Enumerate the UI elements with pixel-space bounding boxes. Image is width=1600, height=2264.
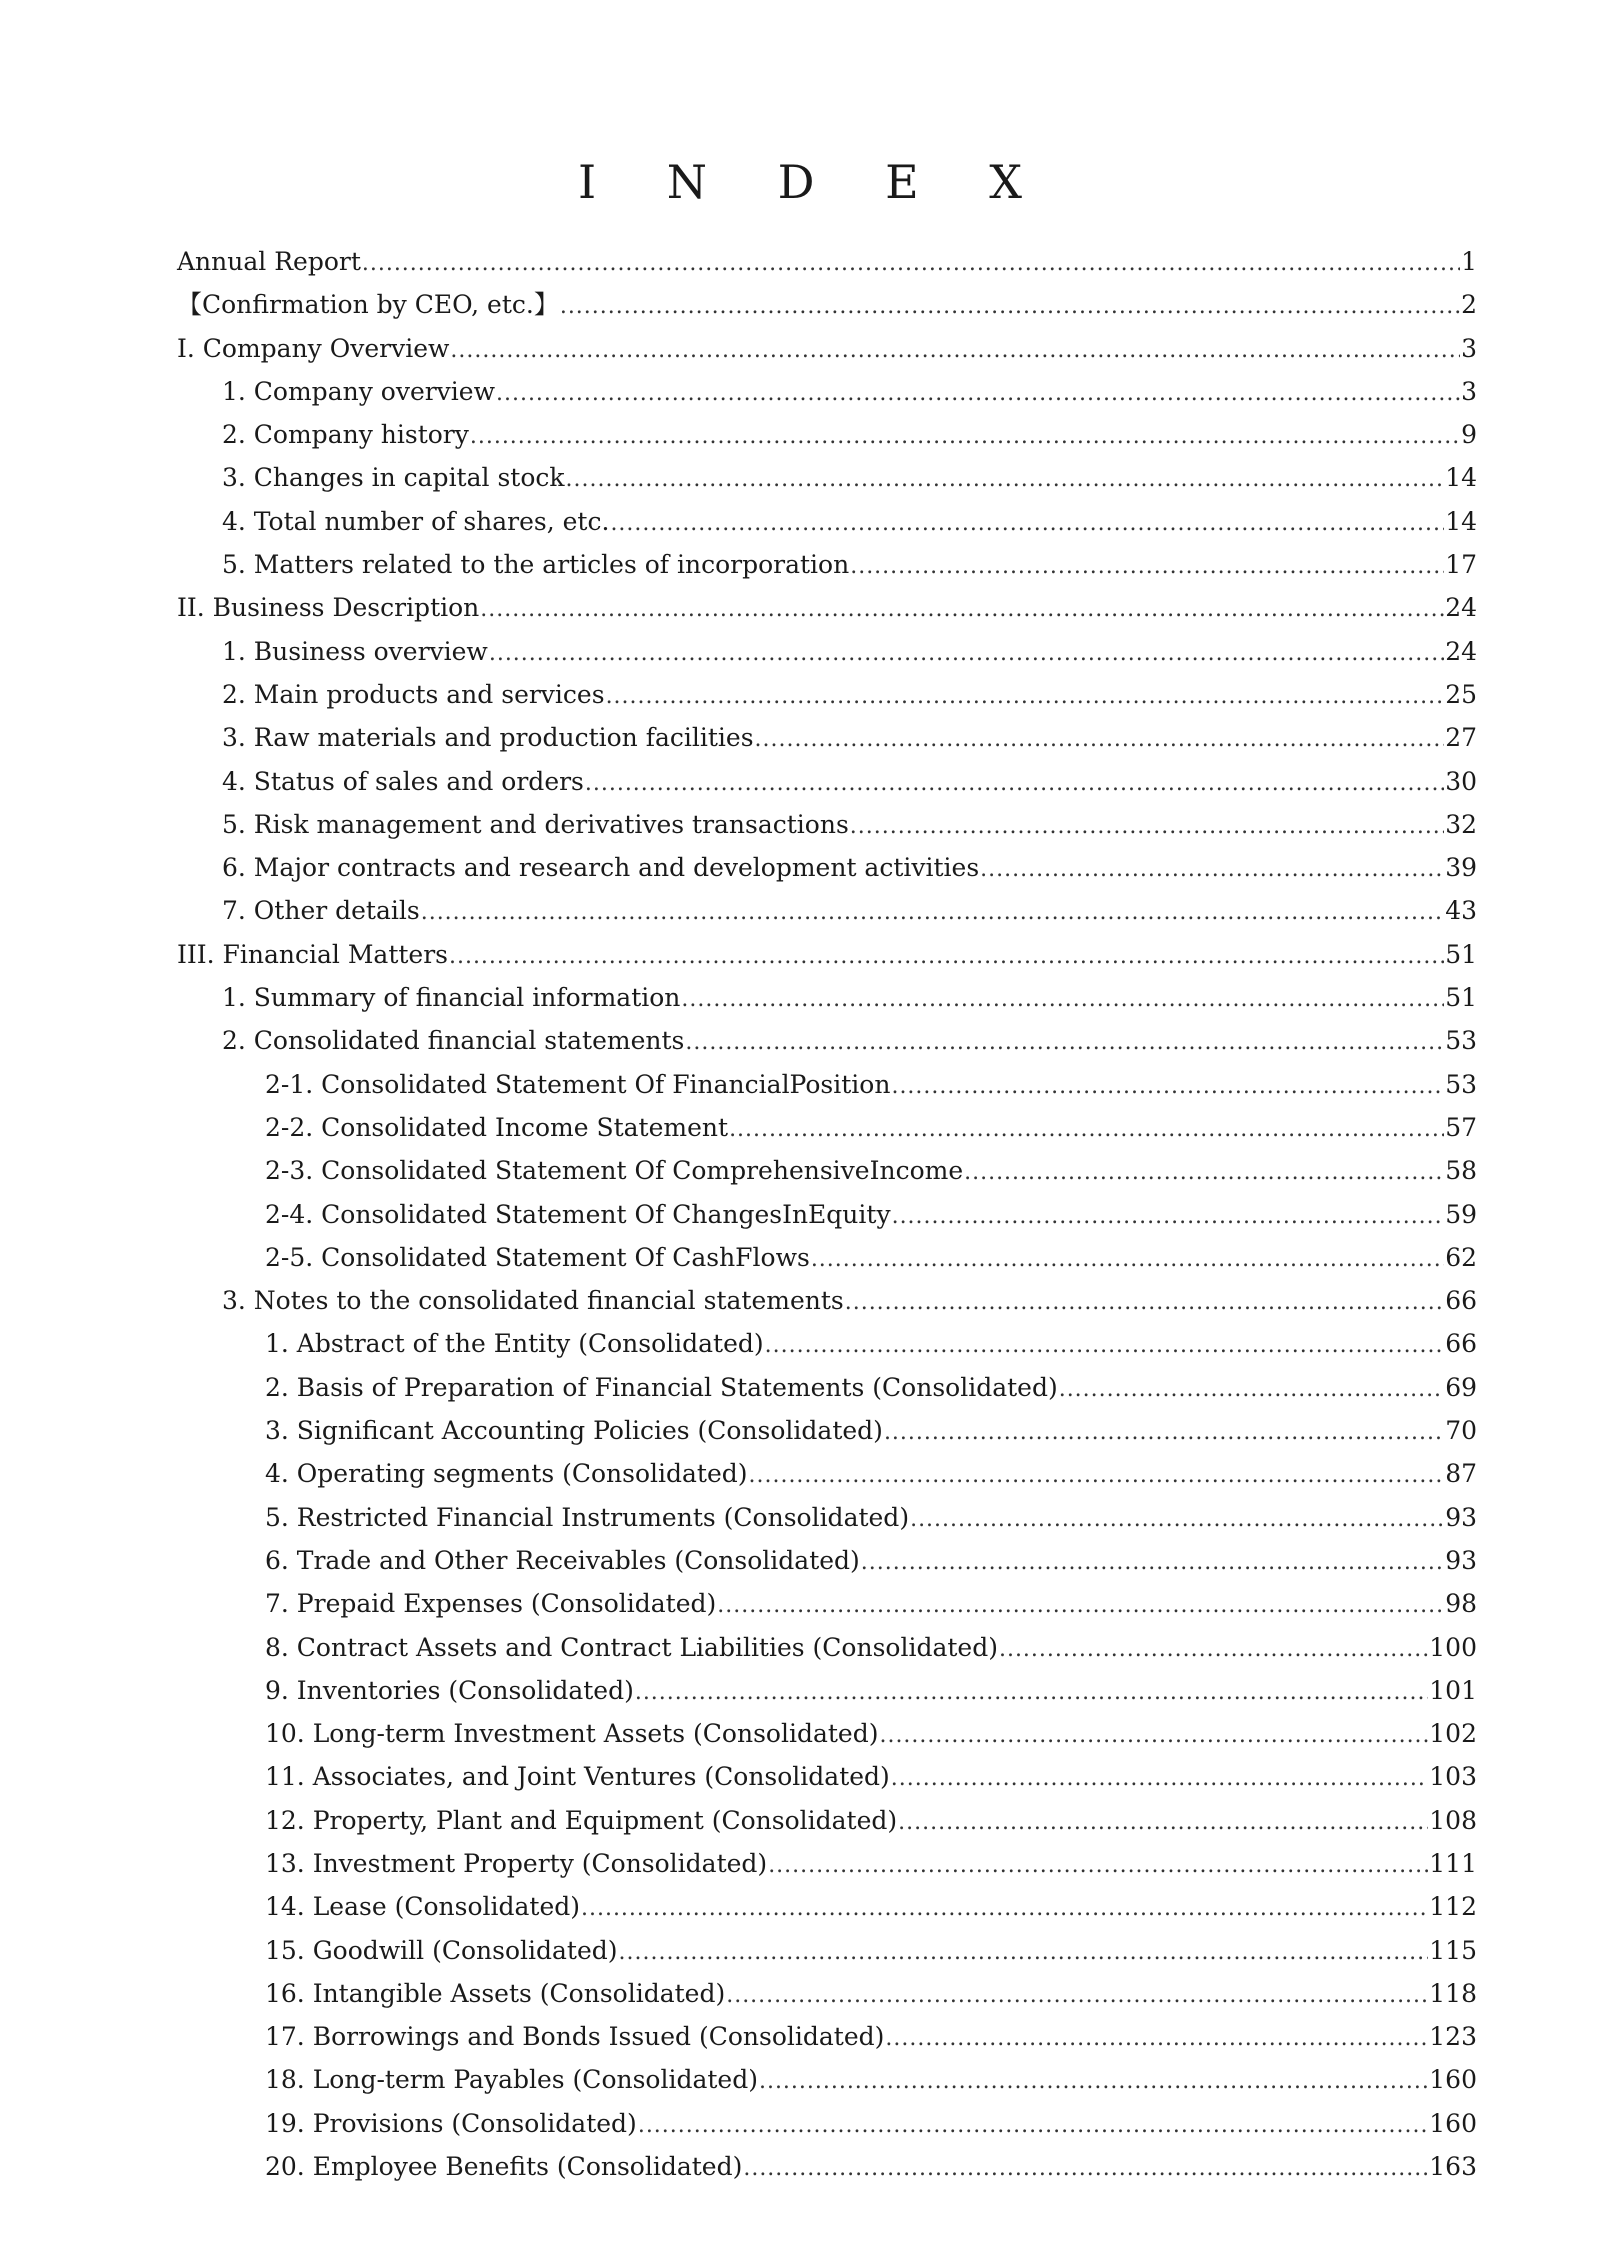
toc-entry[interactable] xyxy=(177,1452,1477,1495)
toc-entry[interactable] xyxy=(177,1019,1477,1062)
dot-leader xyxy=(910,1498,1444,1541)
toc-entry-page-number: 43 xyxy=(1445,896,1477,926)
toc-entry-page-number: 160 xyxy=(1429,2065,1477,2095)
toc-entry-page-number: 51 xyxy=(1445,983,1477,1013)
toc-entry-label: 8. Contract Assets and Contract Liabilities (Consolidated) xyxy=(265,1632,998,1662)
toc-entry[interactable] xyxy=(177,456,1477,499)
toc-entry-page-number: 102 xyxy=(1429,1719,1477,1749)
toc-entry[interactable] xyxy=(177,1712,1477,1755)
toc-entry-label: I. Company Overview xyxy=(177,333,450,363)
dot-leader xyxy=(759,2060,1428,2103)
toc-entry-label: 18. Long-term Payables (Consolidated) xyxy=(265,2065,758,2095)
toc-entry-page-number: 14 xyxy=(1445,463,1477,493)
toc-entry-label: 11. Associates, and Joint Ventures (Consolidated) xyxy=(265,1762,890,1792)
toc-entry-label: 【Confirmation by CEO, etc.】 xyxy=(177,290,559,320)
toc-entry[interactable] xyxy=(177,2145,1477,2188)
toc-entry[interactable] xyxy=(177,1885,1477,1928)
dot-leader xyxy=(999,1628,1428,1671)
toc-entry-page-number: 108 xyxy=(1429,1805,1477,1835)
toc-entry-page-number: 57 xyxy=(1445,1112,1477,1142)
toc-entry-label: 2-1. Consolidated Statement Of FinancialPosition xyxy=(265,1069,891,1099)
dot-leader xyxy=(964,1151,1444,1194)
dot-leader xyxy=(619,1931,1429,1974)
dot-leader xyxy=(879,1714,1428,1757)
toc-entry-page-number: 3 xyxy=(1461,333,1477,363)
dot-leader xyxy=(891,1065,1444,1108)
table-of-contents xyxy=(177,240,1477,2188)
toc-entry[interactable] xyxy=(177,586,1477,629)
toc-entry[interactable] xyxy=(177,933,1477,976)
dot-leader xyxy=(362,242,1460,285)
toc-entry-label: 12. Property, Plant and Equipment (Consolidated) xyxy=(265,1805,898,1835)
toc-entry[interactable] xyxy=(177,1972,1477,2015)
toc-entry-label: 7. Prepaid Expenses (Consolidated) xyxy=(265,1589,717,1619)
toc-entry[interactable] xyxy=(177,1106,1477,1149)
toc-entry-page-number: 66 xyxy=(1445,1329,1477,1359)
toc-entry-page-number: 87 xyxy=(1445,1459,1477,1489)
toc-entry-label: 3. Significant Accounting Policies (Consolidated) xyxy=(265,1416,883,1446)
toc-entry-label: 4. Status of sales and orders xyxy=(222,766,584,796)
toc-entry-page-number: 100 xyxy=(1429,1632,1477,1662)
toc-entry[interactable] xyxy=(177,543,1477,586)
dot-leader xyxy=(861,1541,1444,1584)
toc-entry-label: 14. Lease (Consolidated) xyxy=(265,1892,580,1922)
toc-entry[interactable] xyxy=(177,370,1477,413)
dot-leader xyxy=(729,1108,1444,1151)
toc-entry-label: 1. Abstract of the Entity (Consolidated) xyxy=(265,1329,764,1359)
toc-entry[interactable] xyxy=(177,327,1477,370)
toc-entry-page-number: 112 xyxy=(1429,1892,1477,1922)
toc-entry[interactable] xyxy=(177,2102,1477,2145)
dot-leader xyxy=(717,1584,1444,1627)
toc-entry-page-number: 163 xyxy=(1429,2152,1477,2182)
toc-entry-page-number: 160 xyxy=(1429,2108,1477,2138)
dot-leader xyxy=(885,2017,1428,2060)
toc-entry-label: 1. Business overview xyxy=(222,636,488,666)
dot-leader xyxy=(635,1671,1428,1714)
toc-entry-page-number: 62 xyxy=(1445,1242,1477,1272)
toc-entry-label: 2-2. Consolidated Income Statement xyxy=(265,1112,729,1142)
dot-leader xyxy=(811,1238,1444,1281)
toc-entry-page-number: 53 xyxy=(1445,1069,1477,1099)
toc-entry[interactable] xyxy=(177,1929,1477,1972)
toc-entry-label: 7. Other details xyxy=(222,896,420,926)
toc-entry-label: 9. Inventories (Consolidated) xyxy=(265,1675,634,1705)
toc-entry-label: 2-4. Consolidated Statement Of ChangesInEquity xyxy=(265,1199,891,1229)
toc-entry[interactable] xyxy=(177,1755,1477,1798)
toc-entry[interactable] xyxy=(177,1539,1477,1582)
toc-entry-page-number: 39 xyxy=(1445,853,1477,883)
toc-entry-page-number: 93 xyxy=(1445,1545,1477,1575)
dot-leader xyxy=(891,1757,1428,1800)
toc-entry-page-number: 27 xyxy=(1445,723,1477,753)
toc-entry[interactable] xyxy=(177,413,1477,456)
toc-entry-page-number: 70 xyxy=(1445,1416,1477,1446)
toc-entry[interactable] xyxy=(177,889,1477,932)
toc-entry-page-number: 32 xyxy=(1445,809,1477,839)
toc-entry-page-number: 101 xyxy=(1429,1675,1477,1705)
dot-leader xyxy=(1059,1368,1444,1411)
dot-leader xyxy=(755,718,1445,761)
dot-leader xyxy=(749,1454,1445,1497)
toc-entry[interactable] xyxy=(177,1236,1477,1279)
dot-leader xyxy=(726,1974,1428,2017)
dot-leader xyxy=(610,502,1444,545)
dot-leader xyxy=(449,935,1444,978)
toc-entry-label: 3. Notes to the consolidated financial statements xyxy=(222,1286,844,1316)
toc-entry-label: 2. Company history xyxy=(222,420,469,450)
toc-entry[interactable] xyxy=(177,1366,1477,1409)
toc-entry-label: 3. Raw materials and production facilities xyxy=(222,723,754,753)
toc-entry-label: 1. Summary of financial information xyxy=(222,983,681,1013)
toc-entry-page-number: 2 xyxy=(1461,290,1477,320)
toc-entry[interactable] xyxy=(177,673,1477,716)
dot-leader xyxy=(470,415,1460,458)
toc-entry[interactable] xyxy=(177,716,1477,759)
toc-entry-page-number: 66 xyxy=(1445,1286,1477,1316)
toc-entry[interactable] xyxy=(177,1149,1477,1192)
toc-entry-page-number: 24 xyxy=(1445,636,1477,666)
toc-entry-page-number: 118 xyxy=(1429,1978,1477,2008)
dot-leader xyxy=(765,1324,1445,1367)
toc-entry[interactable] xyxy=(177,1842,1477,1885)
dot-leader xyxy=(681,978,1444,1021)
toc-entry-label: 2. Consolidated financial statements xyxy=(222,1026,685,1056)
toc-entry-label: 3. Changes in capital stock xyxy=(222,463,565,493)
toc-entry[interactable] xyxy=(177,240,1477,283)
toc-entry-page-number: 24 xyxy=(1445,593,1477,623)
toc-entry-label: 15. Goodwill (Consolidated) xyxy=(265,1935,618,1965)
dot-leader xyxy=(421,891,1444,934)
dot-leader xyxy=(606,675,1445,718)
toc-entry[interactable] xyxy=(177,1279,1477,1322)
toc-entry[interactable] xyxy=(177,1322,1477,1365)
toc-entry-page-number: 123 xyxy=(1429,2022,1477,2052)
toc-entry-label: 2-5. Consolidated Statement Of CashFlows xyxy=(265,1242,810,1272)
toc-entry[interactable] xyxy=(177,1582,1477,1625)
dot-leader xyxy=(845,1281,1444,1324)
toc-entry-label: 16. Intangible Assets (Consolidated) xyxy=(265,1978,726,2008)
toc-entry[interactable] xyxy=(177,1799,1477,1842)
toc-entry-page-number: 53 xyxy=(1445,1026,1477,1056)
dot-leader xyxy=(585,762,1444,805)
toc-entry[interactable] xyxy=(177,846,1477,889)
toc-entry[interactable] xyxy=(177,1063,1477,1106)
toc-entry[interactable] xyxy=(177,1626,1477,1669)
toc-entry-page-number: 59 xyxy=(1445,1199,1477,1229)
toc-entry-label: 10. Long-term Investment Assets (Consolidated) xyxy=(265,1719,879,1749)
toc-entry-page-number: 58 xyxy=(1445,1156,1477,1186)
dot-leader xyxy=(638,2104,1428,2147)
toc-entry-page-number: 115 xyxy=(1429,1935,1477,1965)
toc-entry-page-number: 111 xyxy=(1429,1848,1477,1878)
toc-entry-page-number: 17 xyxy=(1445,550,1477,580)
toc-entry-page-number: 69 xyxy=(1445,1372,1477,1402)
toc-entry-label: 2. Main products and services xyxy=(222,679,605,709)
toc-entry-label: 6. Major contracts and research and development activities xyxy=(222,853,980,883)
toc-entry[interactable] xyxy=(177,760,1477,803)
dot-leader xyxy=(496,372,1460,415)
toc-entry-label: 5. Matters related to the articles of incorporation xyxy=(222,550,850,580)
toc-entry-label: III. Financial Matters xyxy=(177,939,448,969)
toc-entry-label: 5. Risk management and derivatives transactions xyxy=(222,809,849,839)
dot-leader xyxy=(743,2147,1428,2190)
toc-entry-page-number: 9 xyxy=(1461,420,1477,450)
toc-entry-label: 5. Restricted Financial Instruments (Consolidated) xyxy=(265,1502,910,1532)
dot-leader xyxy=(566,458,1445,501)
toc-entry[interactable] xyxy=(177,1409,1477,1452)
dot-leader xyxy=(892,1195,1445,1238)
toc-entry-label: 20. Employee Benefits (Consolidated) xyxy=(265,2152,743,2182)
dot-leader xyxy=(685,1021,1444,1064)
toc-entry-page-number: 14 xyxy=(1445,506,1477,536)
toc-entry-page-number: 98 xyxy=(1445,1589,1477,1619)
toc-entry[interactable] xyxy=(177,1193,1477,1236)
dot-leader xyxy=(450,329,1460,372)
dot-leader xyxy=(480,588,1444,631)
toc-entry-label: 4. Total number of shares, etc. xyxy=(222,506,610,536)
dot-leader xyxy=(850,545,1444,588)
toc-entry[interactable] xyxy=(177,1496,1477,1539)
toc-entry[interactable] xyxy=(177,283,1477,326)
dot-leader xyxy=(489,632,1444,675)
toc-entry-label: 13. Investment Property (Consolidated) xyxy=(265,1848,768,1878)
toc-entry-page-number: 93 xyxy=(1445,1502,1477,1532)
toc-entry[interactable] xyxy=(177,803,1477,846)
toc-entry-label: Annual Report xyxy=(177,247,361,276)
dot-leader xyxy=(560,285,1460,328)
toc-entry[interactable] xyxy=(177,976,1477,1019)
toc-entry[interactable] xyxy=(177,2058,1477,2101)
toc-entry[interactable] xyxy=(177,2015,1477,2058)
toc-entry-page-number: 103 xyxy=(1429,1762,1477,1792)
toc-entry-label: 17. Borrowings and Bonds Issued (Consolidated) xyxy=(265,2022,885,2052)
toc-entry-label: 2-3. Consolidated Statement Of ComprehensiveIncome xyxy=(265,1156,964,1186)
toc-entry-label: 2. Basis of Preparation of Financial Statements (Consolidated) xyxy=(265,1372,1058,1402)
dot-leader xyxy=(850,805,1444,848)
toc-entry-label: 6. Trade and Other Receivables (Consolidated) xyxy=(265,1545,860,1575)
toc-entry[interactable] xyxy=(177,1669,1477,1712)
toc-entry-page-number: 1 xyxy=(1461,247,1477,276)
dot-leader xyxy=(980,848,1444,891)
toc-entry-page-number: 3 xyxy=(1461,376,1477,406)
dot-leader xyxy=(581,1887,1428,1930)
toc-entry-label: II. Business Description xyxy=(177,593,480,623)
index-title: I N D E X xyxy=(577,155,1051,209)
toc-entry-label: 4. Operating segments (Consolidated) xyxy=(265,1459,748,1489)
toc-entry-page-number: 51 xyxy=(1445,939,1477,969)
dot-leader xyxy=(768,1844,1428,1887)
toc-entry-page-number: 30 xyxy=(1445,766,1477,796)
toc-entry[interactable] xyxy=(177,630,1477,673)
toc-entry-label: 19. Provisions (Consolidated) xyxy=(265,2108,637,2138)
dot-leader xyxy=(884,1411,1444,1454)
dot-leader xyxy=(898,1801,1428,1844)
toc-entry-page-number: 25 xyxy=(1445,679,1477,709)
toc-entry-label: 1. Company overview xyxy=(222,376,495,406)
toc-entry[interactable] xyxy=(177,500,1477,543)
